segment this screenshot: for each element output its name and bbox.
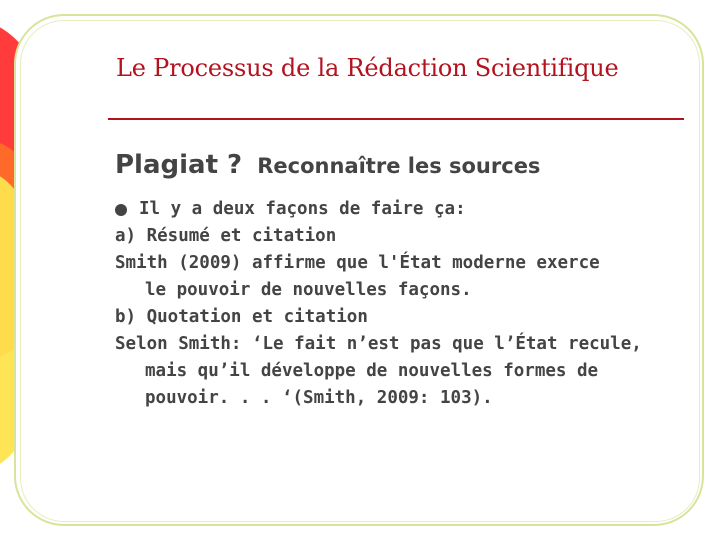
bullet-dot-icon (115, 204, 127, 216)
body-line-quotation-citation: pouvoir. . . ‘(Smith, 2009: 103). (145, 388, 493, 408)
slide-title: Le Processus de la Rédaction Scientifique (116, 54, 619, 82)
body-line-quotation-example-cont: mais qu’il développe de nouvelles formes de (145, 361, 599, 381)
slide-subtitle (115, 150, 540, 180)
body-line-resume-example: Smith (2009) affirme que l'État moderne exerce (115, 253, 600, 273)
body-line-quotation-example: Selon Smith: ‘Le fait n’est pas que l’État recule, (115, 334, 642, 354)
subtitle-secondary: Reconnaître les sources (257, 154, 541, 178)
body-line-resume-example-cont: le pouvoir de nouvelles façons. (145, 280, 472, 300)
body-line-resume-heading: a) Résumé et citation (115, 226, 337, 246)
subtitle-main: Plagiat ? (115, 150, 243, 180)
body-line-quotation-heading: b) Quotation et citation (115, 307, 368, 327)
bullet-item (115, 196, 675, 223)
bullet-text: Il y a deux façons de faire ça: (139, 199, 466, 219)
title-underline (108, 118, 684, 120)
slide-body (115, 196, 675, 412)
